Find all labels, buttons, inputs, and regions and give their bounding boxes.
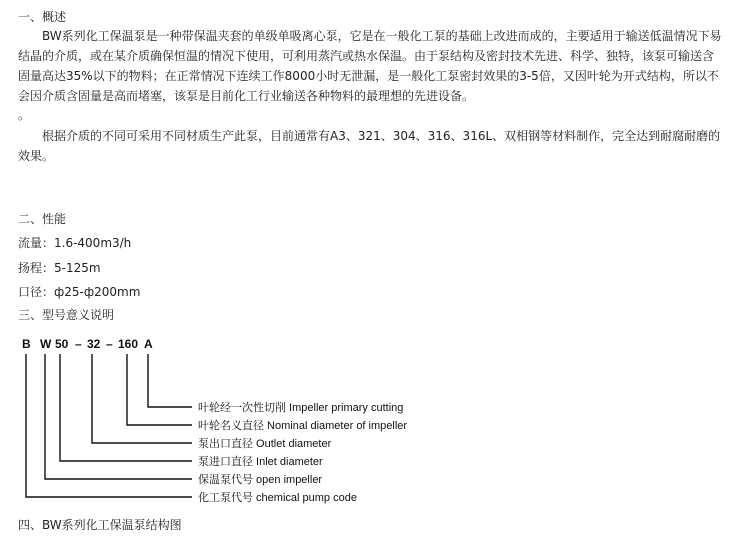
material-paragraph: 根据介质的不同可采用不同材质生产此泵，目前通常有A3、321、304、316、316L、双相钢等材料制作，完全达到耐腐耐磨的效果。 bbox=[18, 129, 721, 163]
code-letter-b: B bbox=[22, 337, 31, 351]
separator-mark: 。 bbox=[18, 108, 31, 122]
legend-chemical-pump-code: 化工泵代号 chemical pump code bbox=[198, 492, 357, 504]
intro-paragraph: BW系列化工保温泵是一种带保温夹套的单级单吸离心泵，它是在一般化工泵的基础上改进而成的，主要适用于输送低温情况下易结晶的介质，或在某介质确保恒温的情况下使用，可利用蒸汽或热水保温。由于泵结构及密封技术先进、科学、独特，该泵可输送含固量高达35%以下的物料；在正常情况下连续工作8000小时无泄漏，是一般化工泵密封效果的3-5倍，又因叶轮为开式结构，所以不会因介质含固量是高而堵塞，该泵是目前化工行业输送各种物料的最理想的先进设备。 bbox=[18, 29, 722, 103]
legend-nominal-diameter: 叶轮名义直径 Nominal diameter of impeller bbox=[198, 420, 408, 432]
section1-heading: 一、概述 bbox=[18, 10, 67, 24]
diameter-spec: 口径：ф25-ф200mm bbox=[18, 285, 141, 299]
section2-heading: 二、性能 bbox=[18, 212, 67, 226]
leader-line-160 bbox=[127, 354, 192, 425]
leader-line-32 bbox=[92, 354, 192, 443]
head-spec: 扬程：5-125m bbox=[18, 261, 101, 275]
model-code-diagram bbox=[0, 330, 737, 510]
section3-heading: 三、型号意义说明 bbox=[18, 308, 115, 322]
leader-line-a bbox=[148, 354, 192, 407]
legend-impeller-cutting: 叶轮经一次性切削 Impeller primary cutting bbox=[198, 402, 404, 414]
flow-spec: 流量：1.6-400m3/h bbox=[18, 236, 132, 250]
code-cutting-mark: A bbox=[144, 337, 153, 351]
code-letter-w: W bbox=[40, 337, 52, 351]
legend-outlet-diameter: 泵出口直径 Outlet diameter bbox=[198, 438, 332, 450]
code-dash-2: – bbox=[106, 337, 113, 351]
code-impeller-size: 160 bbox=[118, 337, 139, 351]
leader-line-w bbox=[45, 354, 192, 479]
code-outlet-size: 32 bbox=[87, 337, 101, 351]
legend-inlet-diameter: 泵进口直径 Inlet diameter bbox=[198, 456, 323, 468]
legend-insulated-pump-code: 保温泵代号 open impeller bbox=[198, 474, 323, 486]
section4-heading: 四、BW系列化工保温泵结构图 bbox=[18, 518, 182, 532]
code-inlet-size: 50 bbox=[55, 337, 69, 351]
code-dash-1: – bbox=[75, 337, 82, 351]
